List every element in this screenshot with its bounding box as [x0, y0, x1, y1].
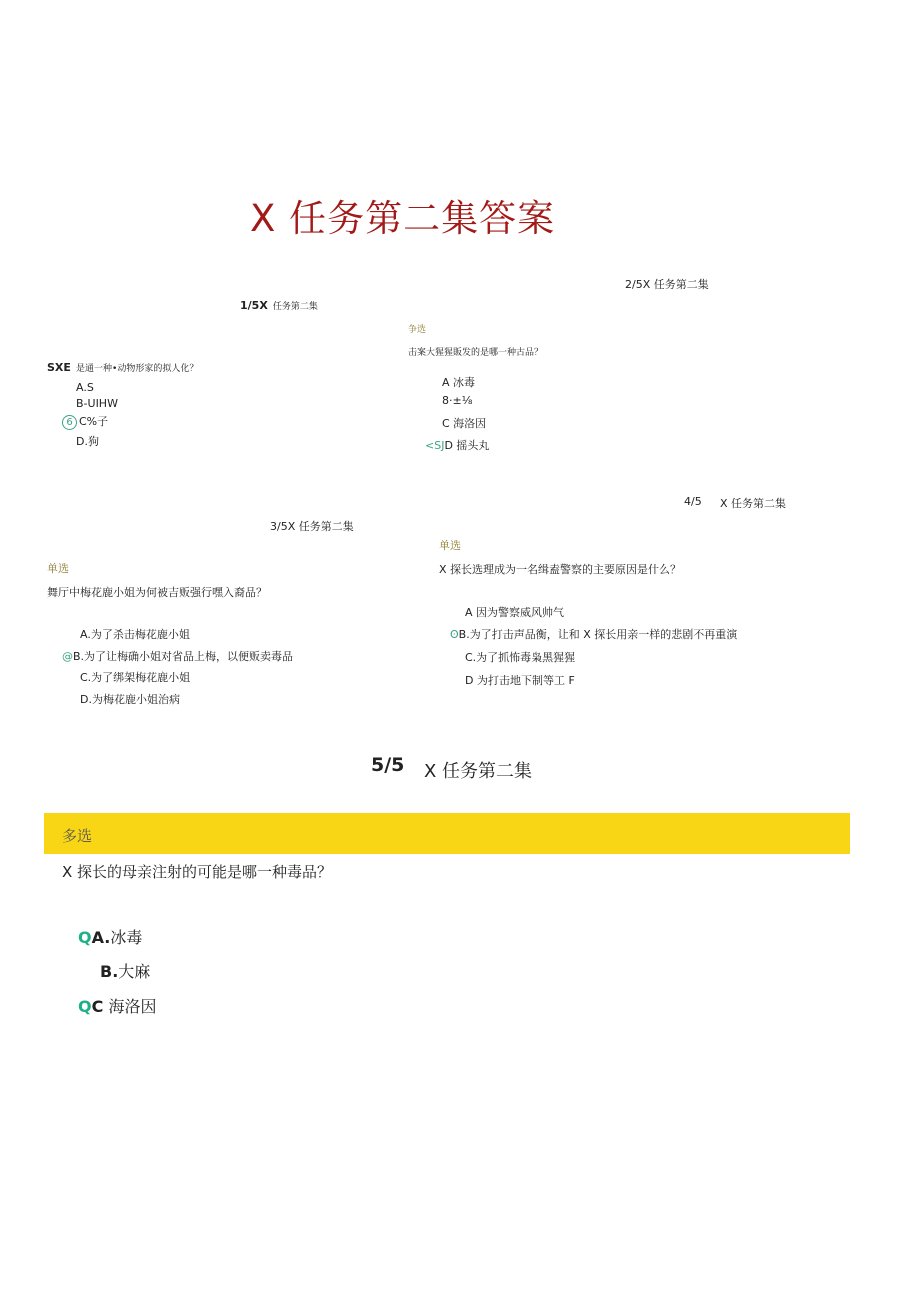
q2-type: 争选 — [408, 325, 427, 335]
q1-option-d[interactable]: D.狗 — [76, 435, 99, 448]
q5-option-b-letter: B. — [100, 962, 119, 981]
q4-type: 单选 — [439, 539, 461, 552]
q5-option-a-text: 冰毒 — [110, 928, 143, 947]
q3-question: 舞厅中梅花鹿小姐为何被吉贩强行嘿入裔品？ — [47, 586, 267, 599]
q3-selected-marker-icon: @ — [62, 650, 73, 663]
q2-option-b[interactable]: 8·±⅛ — [442, 394, 473, 407]
q4-option-b-label: B.为了打击声品衡，让和 X 探长用亲一样的悲剧不再重演 — [458, 628, 738, 641]
q3-type: 单选 — [47, 562, 69, 575]
q4-option-a[interactable]: A 因为警察威风帅气 — [465, 606, 565, 619]
q2-selected-marker-icon: <SJ — [425, 439, 445, 452]
q4-header-number: 4/5 — [684, 495, 702, 508]
q5-type: 多选 — [62, 827, 93, 845]
q5-option-a-letter: A. — [91, 928, 111, 947]
q2-option-c[interactable]: C 海洛因 — [442, 417, 487, 430]
q1-option-b[interactable]: B-UIHW — [76, 397, 118, 410]
q3-option-b-label: B.为了让梅确小姐对省品上梅，以便贩卖毒品 — [73, 650, 294, 663]
q5-option-c-letter: C — [91, 997, 104, 1016]
q5-option-b-text: 大麻 — [118, 962, 151, 981]
q4-option-d[interactable]: D 为打击地下制等工 F — [465, 674, 575, 687]
q5-question: X 探长的母亲注射的可能是哪一种毒品？ — [62, 863, 333, 881]
q3-option-b[interactable] — [62, 648, 293, 664]
q5-header-text: X 任务第二集 — [424, 761, 533, 782]
q1-header-number: 1/5X — [240, 299, 268, 312]
q5-option-c[interactable] — [78, 994, 156, 1017]
q3-option-d[interactable]: D.为梅花鹿小姐治病 — [80, 693, 180, 706]
q1-option-c-label: C%子 — [79, 415, 109, 428]
q2-header: 2/5X 任务第二集 — [625, 278, 709, 291]
q2-option-d[interactable] — [425, 437, 489, 453]
q3-header: 3/5X 任务第二集 — [270, 520, 354, 533]
q5-selected-marker-icon: Q — [78, 997, 92, 1016]
q1-header-sub: 任务第二集 — [272, 302, 318, 312]
q5-selected-marker-icon: Q — [78, 928, 92, 947]
q5-option-b[interactable] — [100, 959, 150, 982]
q2-option-a[interactable]: A 冰毒 — [442, 376, 476, 389]
q1-header — [240, 294, 318, 313]
q4-question: X 探长选理成为一名缉盍警察的主要原因是什么？ — [439, 563, 682, 576]
q5-type-highlight-bar — [44, 813, 850, 854]
q1-option-a[interactable]: A.S — [76, 381, 94, 394]
q4-option-c[interactable]: C.为了抓怖毒枭黑猩猩 — [465, 651, 576, 664]
q3-option-c[interactable]: C.为了绑架梅花鹿小姐 — [80, 671, 191, 684]
q1-question-text: 是通一种•动物形家的拟人化？ — [76, 364, 199, 374]
q4-header-text: X 任务第二集 — [720, 497, 787, 510]
q1-question — [47, 356, 198, 375]
page-title: X 任务第二集答案 — [250, 197, 556, 240]
q1-question-prefix: SXE — [47, 361, 71, 374]
q3-option-a[interactable]: A.为了杀击梅花鹿小姐 — [80, 628, 190, 641]
q2-question: 击案大猩猩販发的是哪一种古品？ — [408, 348, 544, 358]
q4-selected-marker-icon: ʘ — [450, 628, 459, 641]
q5-option-c-text: 海洛因 — [108, 997, 157, 1016]
q4-option-b[interactable] — [450, 626, 737, 642]
q5-header-number: 5/5 — [371, 754, 405, 776]
q5-option-a[interactable] — [78, 925, 142, 948]
q1-option-c[interactable] — [62, 413, 108, 430]
q1-selected-marker-icon: 6 — [62, 415, 77, 430]
q2-option-d-label: D 摇头丸 — [444, 439, 490, 452]
